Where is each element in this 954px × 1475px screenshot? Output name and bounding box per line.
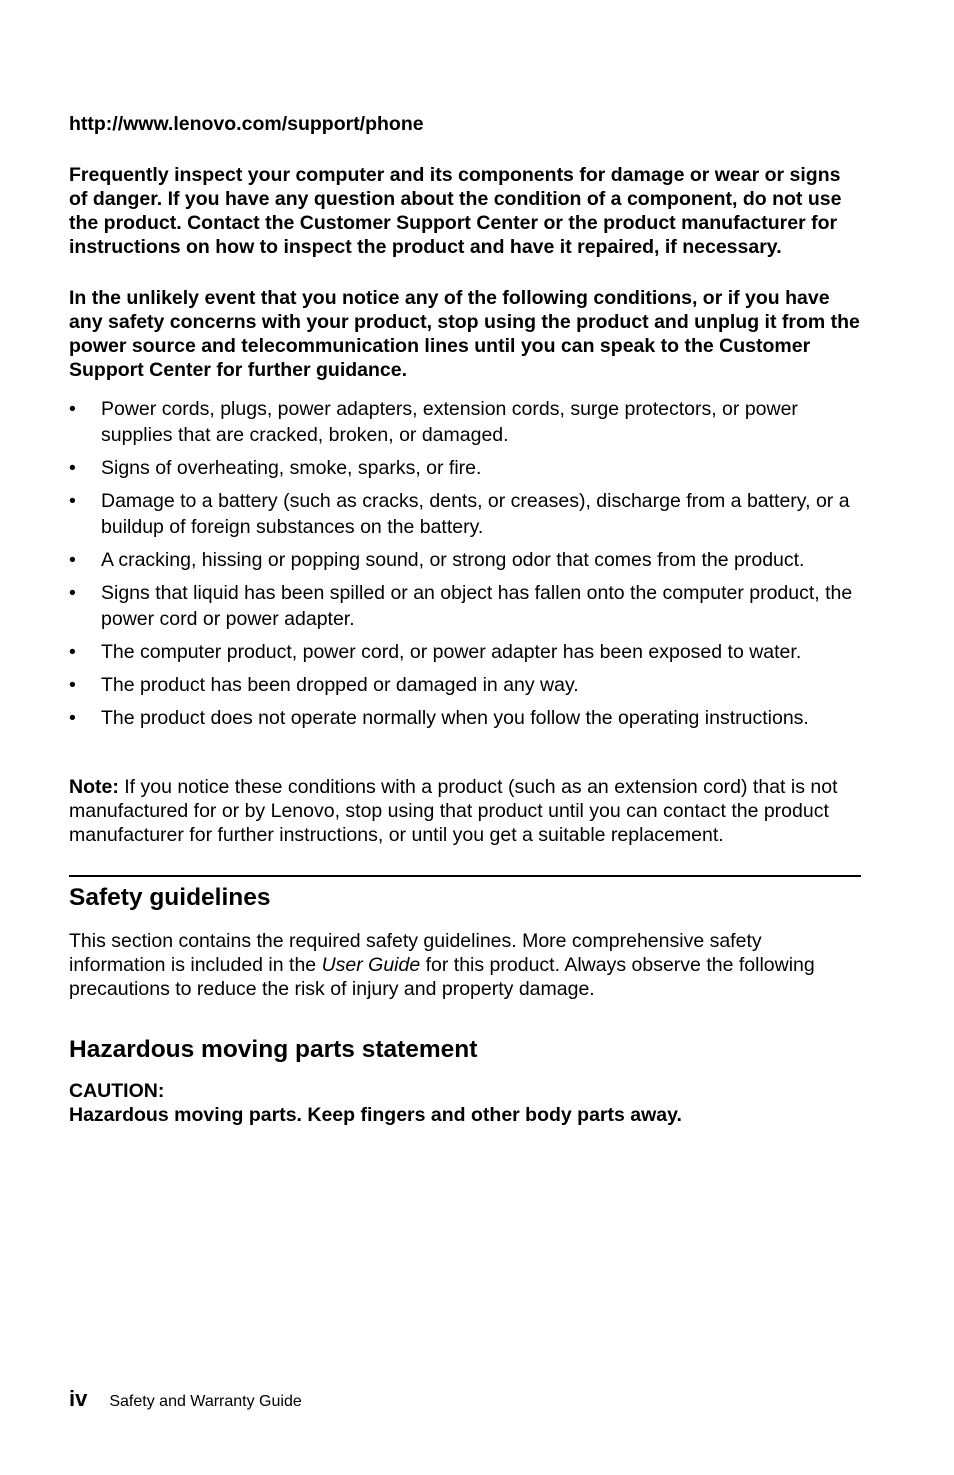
list-item <box>69 705 861 731</box>
inspect-paragraph: Frequently inspect your computer and its components for damage or wear or signs of danger. If you have any question about the condition of a component, do not use the product. Contact the Customer Support Center or the product manufacturer for instructions on how to inspect the product and have it repaired, if necessary. <box>69 164 842 258</box>
list-item-text: The product does not operate normally when you follow the operating instructions. <box>101 707 809 729</box>
list-item-text: The product has been dropped or damaged in any way. <box>101 674 579 696</box>
safety-text-after: for this product. Always observe the following precautions to reduce the risk of injury and property damage. <box>69 954 815 1000</box>
page-number: iv <box>69 1386 88 1411</box>
page-footer <box>69 1386 302 1412</box>
bullet-icon: • <box>69 398 76 420</box>
bullet-icon: • <box>69 582 76 604</box>
unlikely-event-paragraph: In the unlikely event that you notice any of the following conditions, or if you have any safety concerns with your product, stop using the product and unplug it from the power source and telecommunication lines until you can speak to the Customer Support Center for further guidance. <box>69 287 860 381</box>
safety-guidelines-text <box>69 929 861 1001</box>
bullet-icon: • <box>69 549 76 571</box>
note-label: Note: <box>69 776 119 798</box>
bullet-icon: • <box>69 490 76 512</box>
hazardous-parts-heading: Hazardous moving parts statement <box>69 1036 478 1063</box>
conditions-list <box>69 396 861 731</box>
document-page <box>69 112 861 1127</box>
list-item <box>69 672 861 698</box>
list-item <box>69 455 861 481</box>
list-item-text: Signs of overheating, smoke, sparks, or fire. <box>101 457 482 479</box>
support-url[interactable]: http://www.lenovo.com/support/phone <box>69 113 424 135</box>
book-title: Safety and Warranty Guide <box>109 1393 302 1410</box>
note-paragraph <box>69 775 861 847</box>
section-divider <box>69 875 861 877</box>
caution-label: CAUTION: <box>69 1080 165 1102</box>
list-item <box>69 396 861 448</box>
caution-text: Hazardous moving parts. Keep fingers and other body parts away. <box>69 1104 682 1126</box>
user-guide-title: User Guide <box>321 954 421 976</box>
list-item-text: A cracking, hissing or popping sound, or strong odor that comes from the product. <box>101 549 805 571</box>
list-item-text: Power cords, plugs, power adapters, extension cords, surge protectors, or power supplies that are cracked, broken, or damaged. <box>101 398 798 446</box>
list-item-text: Damage to a battery (such as cracks, dents, or creases), discharge from a battery, or a buildup of foreign substances on the battery. <box>101 490 850 538</box>
safety-text-before: This section contains the required safety guidelines. More comprehensive safety information is included in the <box>69 930 762 976</box>
list-item-text: The computer product, power cord, or power adapter has been exposed to water. <box>101 641 802 663</box>
bullet-icon: • <box>69 457 76 479</box>
safety-guidelines-heading: Safety guidelines <box>69 884 271 911</box>
bullet-icon: • <box>69 641 76 663</box>
note-text: If you notice these conditions with a product (such as an extension cord) that is not manufactured for or by Lenovo, stop using that product until you can contact the product manufacturer for further instructions, or until you get a suitable replacement. <box>69 776 838 846</box>
list-item <box>69 639 861 665</box>
bullet-icon: • <box>69 674 76 696</box>
bullet-icon: • <box>69 707 76 729</box>
list-item-text: Signs that liquid has been spilled or an object has fallen onto the computer product, the power cord or power adapter. <box>101 582 853 630</box>
list-item <box>69 580 861 632</box>
list-item <box>69 488 861 540</box>
list-item <box>69 547 861 573</box>
